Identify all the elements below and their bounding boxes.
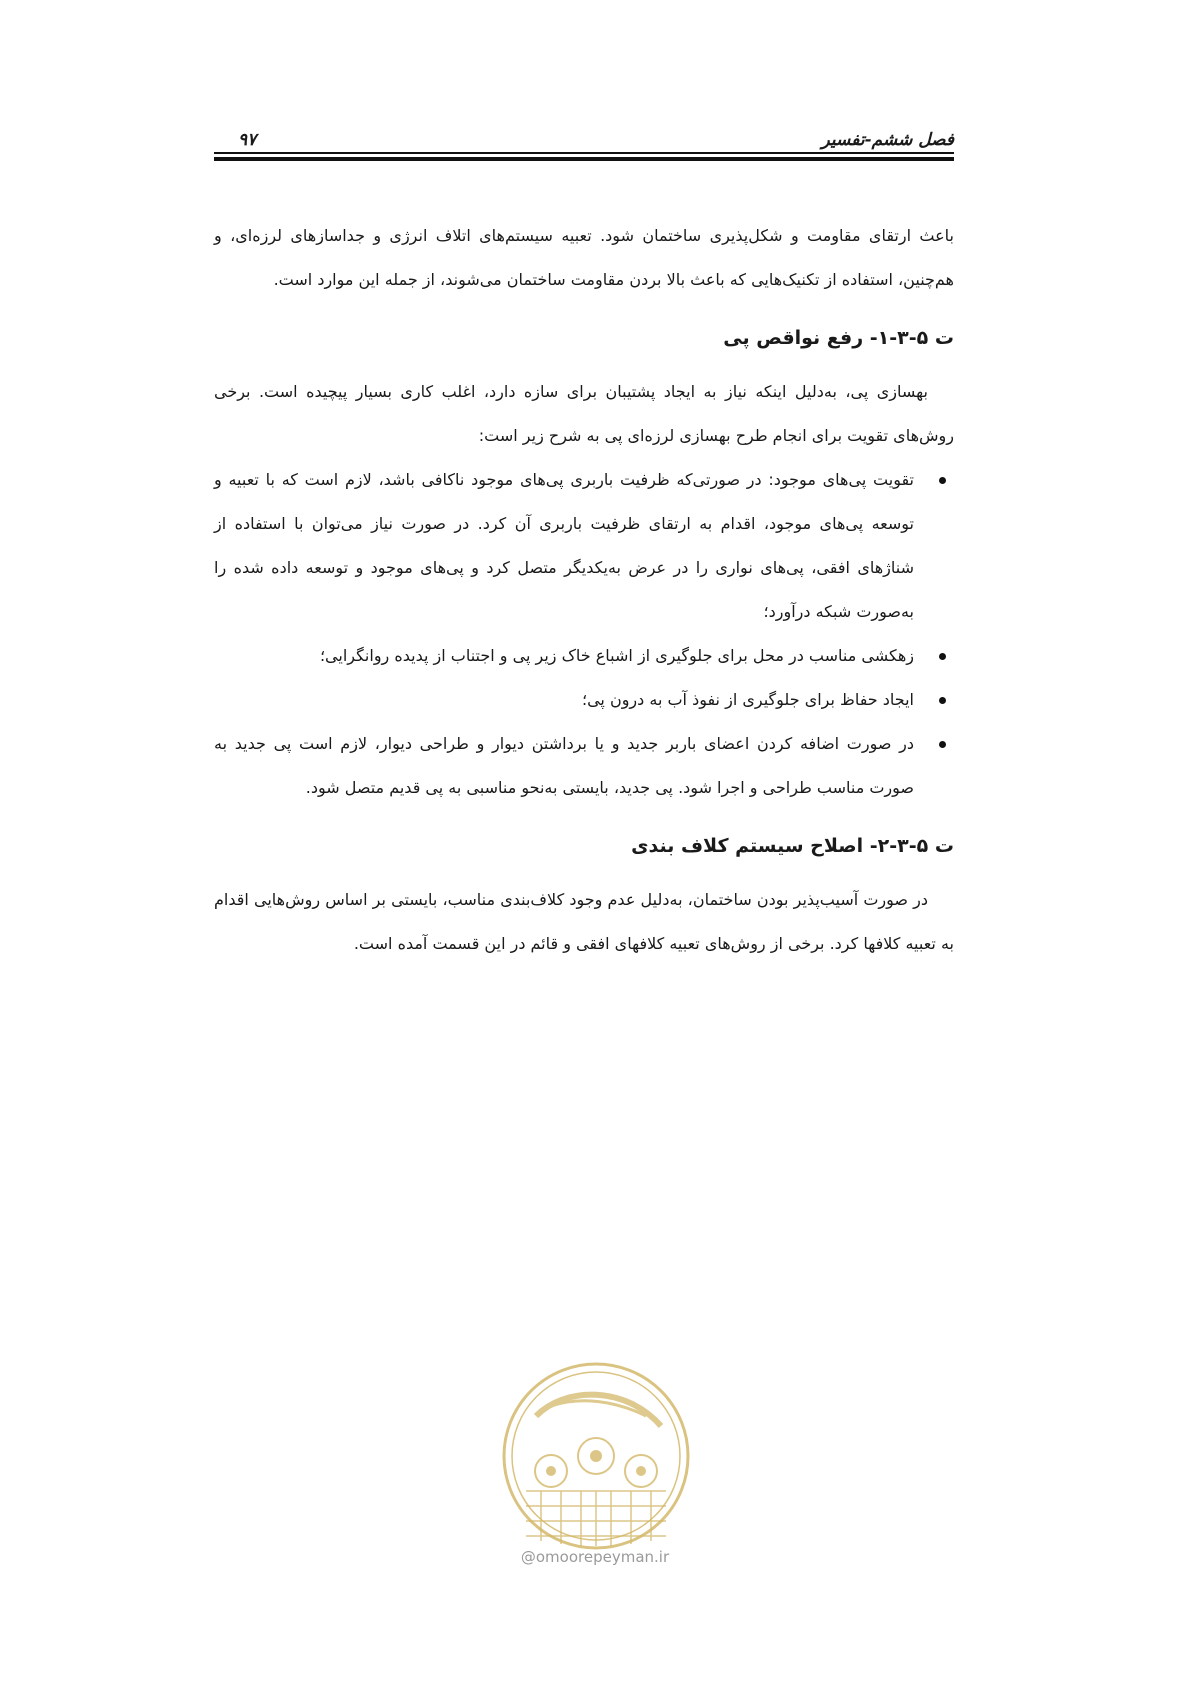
- section-paragraph-foundation: بهسازی پی، به‌دلیل اینکه نیاز به ایجاد پشتیبان برای سازه دارد، اغلب کاری بسیار پیچیده است. برخی روش‌های تقویت برای انجام طرح بهسازی لرزه‌ای پی به شرح زیر است:: [214, 382, 954, 445]
- watermark-site-text: @omoorepeyman.ir: [520, 1548, 670, 1566]
- foundation-methods-list: [214, 458, 954, 810]
- section-heading-foundation: ت ۵-۳-۱- رفع نواقص پی: [723, 327, 954, 349]
- bullet-icon: [939, 477, 946, 484]
- bullet-icon: [939, 697, 946, 704]
- page-header: [214, 130, 954, 160]
- watermark-logo-icon: [496, 1356, 696, 1556]
- page-body: [214, 214, 954, 966]
- page-number: ۹۷: [238, 130, 257, 150]
- bullet-icon: [939, 653, 946, 660]
- list-item-text: تقویت پی‌های موجود: در صورتی‌که ظرفیت باربری پی‌های موجود ناکافی باشد، لازم است که با تعبیه و توسعه پی‌های موجود، اقدام به ارتقای ظرفیت باربری آن کرد. در صورت نیاز می‌توان با استفاده از شناژهای افقی، پی‌های نواری را در عرض به‌یکدیگر متصل کرد و پی‌های موجود و توسعه داده شده را به‌صورت شبکه درآورد؛: [214, 470, 914, 621]
- list-item: [214, 634, 914, 678]
- list-item: [214, 678, 914, 722]
- chapter-title: فصل ششم-تفسیر: [821, 130, 954, 150]
- list-item: [214, 722, 914, 810]
- header-rule-thick: [214, 157, 954, 161]
- list-item-text: زهکشی مناسب در محل برای جلوگیری از اشباع خاک زیر پی و اجتناب از پدیده روانگرایی؛: [319, 646, 914, 665]
- header-rule-thin: [214, 152, 954, 154]
- bullet-icon: [939, 741, 946, 748]
- intro-paragraph: باعث ارتقای مقاومت و شکل‌پذیری ساختمان شود. تعبیه سیستم‌های اتلاف انرژی و جداسازهای لرزه‌ای، و هم‌چنین، استفاده از تکنیک‌هایی که باعث بالا بردن مقاومت ساختمان می‌شوند، از جمله این موارد است.: [214, 226, 954, 289]
- list-item-text: در صورت اضافه کردن اعضای باربر جدید و یا برداشتن دیوار و طراحی دیوار، لازم است پی جدید به صورت مناسب طراحی و اجرا شود. پی جدید، بایستی به‌نحو مناسبی به پی قدیم متصل شود.: [214, 734, 914, 797]
- list-item-text: ایجاد حفاظ برای جلوگیری از نفوذ آب به درون پی؛: [581, 690, 914, 709]
- list-item: [214, 458, 914, 634]
- section-heading-tie-system: ت ۵-۳-۲- اصلاح سیستم کلاف بندی: [631, 835, 954, 857]
- section-paragraph-tie-system: در صورت آسیب‌پذیر بودن ساختمان، به‌دلیل عدم وجود کلاف‌بندی مناسب، بایستی بر اساس روش‌هایی اقدام به تعبیه کلافها کرد. برخی از روش‌های تعبیه کلافهای افقی و قائم در این قسمت آمده است.: [214, 890, 954, 953]
